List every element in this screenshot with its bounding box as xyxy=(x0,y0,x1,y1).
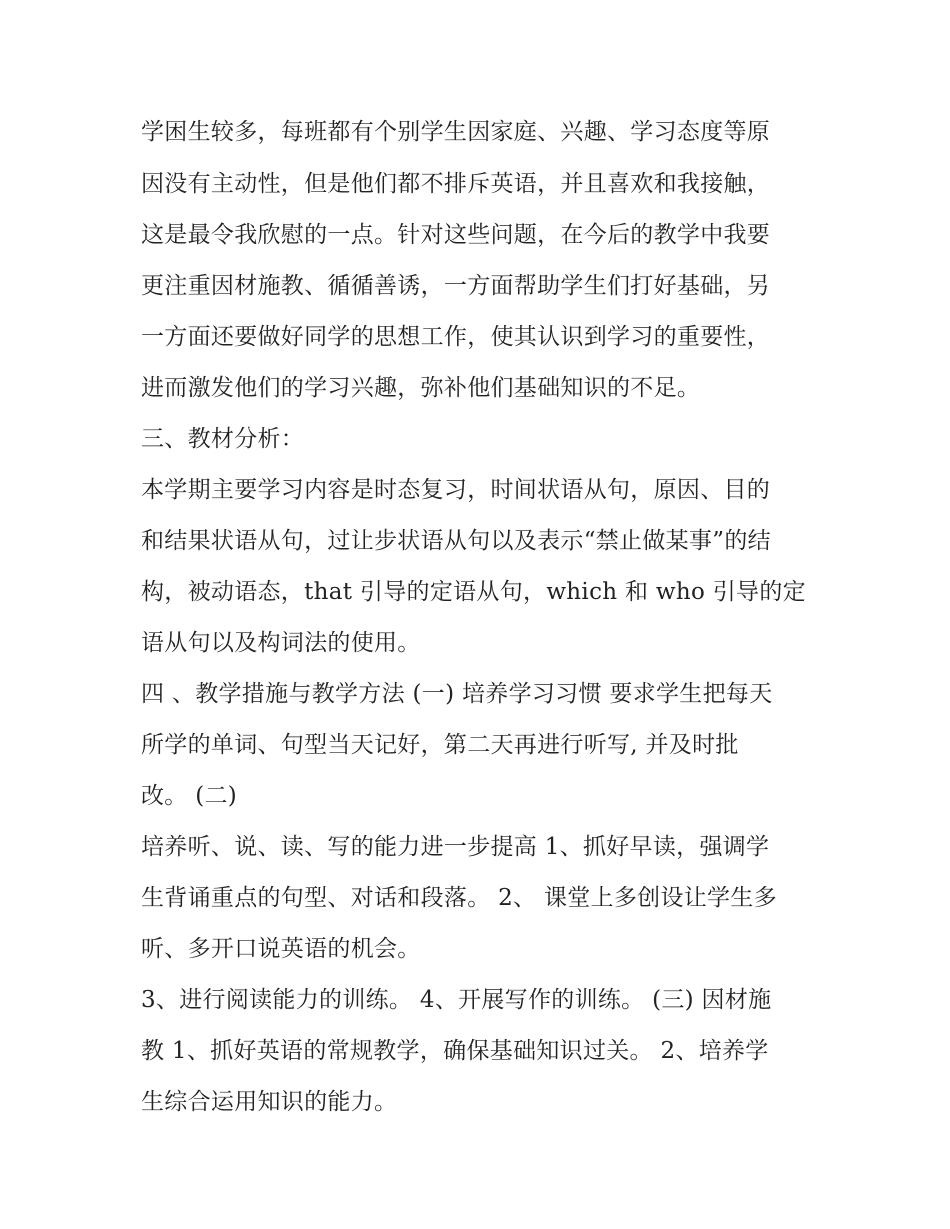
text-line: 因没有主动性，但是他们都不排斥英语，并且喜欢和我接触， xyxy=(141,171,771,197)
text-line: 培养听、说、读、写的能力进一步提高 1、抓好早读，强调学 xyxy=(141,834,770,860)
text-line: 这是最令我欣慰的一点。针对这些问题，在今后的教学中我要 xyxy=(141,222,771,248)
text-line: 所学的单词、句型当天记好，第二天再进行听写, 并及时批 xyxy=(141,732,739,758)
text-line: 听、多开口说英语的机会。 xyxy=(141,936,421,962)
text-line: 四 、教学措施与教学方法 (一) 培养学习习惯 要求学生把每天 xyxy=(141,681,773,707)
text-line: 更注重因材施教、循循善诱，一方面帮助学生们打好基础，另 xyxy=(141,273,771,299)
text-line: 生综合运用知识的能力。 xyxy=(141,1089,398,1115)
text-line: 生背诵重点的句型、对话和段落。 2、 课堂上多创设让学生多 xyxy=(141,885,777,911)
text-line: 进而激发他们的学习兴趣，弥补他们基础知识的不足。 xyxy=(141,375,701,401)
text-line: 3、进行阅读能力的训练。 4、开展写作的训练。 (三) 因材施 xyxy=(141,987,772,1013)
text-line: 语从句以及构词法的使用。 xyxy=(141,630,421,656)
text-line: 教 1、抓好英语的常规教学，确保基础知识过关。 2、培养学 xyxy=(141,1038,769,1064)
document-body xyxy=(141,105,821,1128)
text-line: 学困生较多，每班都有个别学生因家庭、兴趣、学习态度等原 xyxy=(141,119,771,145)
section-heading: 三、教材分析： xyxy=(141,426,305,452)
text-line: 本学期主要学习内容是时态复习，时间状语从句，原因、目的 xyxy=(141,477,771,503)
text-line: 一方面还要做好同学的思想工作，使其认识到学习的重要性， xyxy=(141,324,771,350)
text-line: 改。 (二) xyxy=(141,783,238,809)
text-line: 构，被动语态，that 引导的定语从句，which 和 who 引导的定 xyxy=(141,579,806,605)
text-line: 和结果状语从句，过让步状语从句以及表示“禁止做某事”的结 xyxy=(141,528,771,554)
